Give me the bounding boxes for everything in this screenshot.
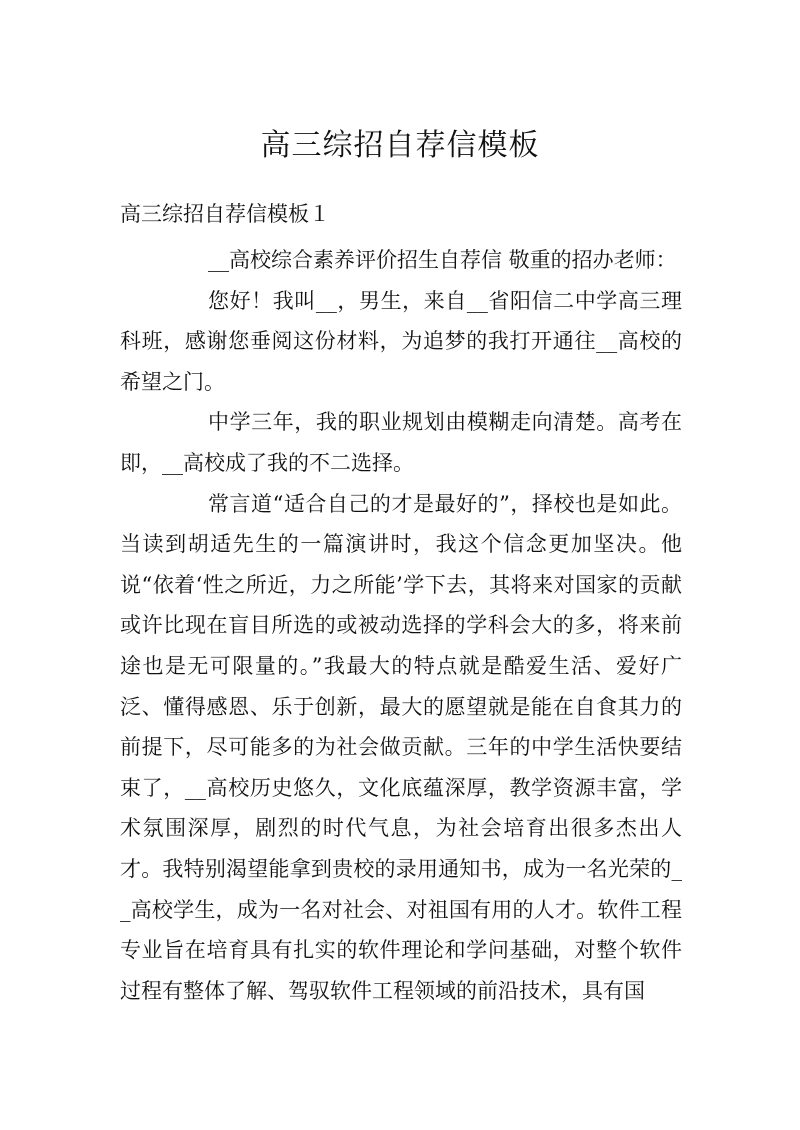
paragraph-salutation: __高校综合素养评价招生自荐信 敬重的招办老师： (208, 248, 677, 272)
paragraph-career-plan: 中学三年，我的职业规划由模糊走向清楚。高考在即，__高校成了我的不二选择。 (120, 410, 682, 475)
document-title: 高三综招自荐信模板 (260, 128, 540, 163)
document-body (120, 240, 682, 1011)
document-subtitle: 高三综招自荐信模板１ (120, 202, 330, 226)
paragraph-motivation: 常言道“适合自己的才是最好的”，择校也是如此。当读到胡适先生的一篇演讲时，我这个信念更加坚决。他说“依着‘性之所近，力之所能’学下去，其将来对国家的贡献或许比现在盲目所选的或被动选择的学科会大的多，将来前途也是无可限量的。”我最大的特点就是酷爱生活、爱好广泛、懂得感恩、乐于创新，最大的愿望就是能在自食其力的前提下，尽可能多的为社会做贡献。三年的中学生活快要结束了，__高校历史悠久，文化底蕴深厚，教学资源丰富，学术氛围深厚，剧烈的时代气息，为社会培育出很多杰出人才。我特别渴望能拿到贵校的录用通知书，成为一名光荣的__高校学生，成为一名对社会、对祖国有用的人才。软件工程专业旨在培育具有扎实的软件理论和学问基础，对整个软件过程有整体了解、驾驭软件工程领域的前沿技术，具有国 (120, 491, 682, 1003)
paragraph-introduction: 您好！我叫__，男生，来自__省阳信二中学高三理科班，感谢您垂阅这份材料，为追梦的我打开通往__高校的希望之门。 (120, 288, 682, 394)
